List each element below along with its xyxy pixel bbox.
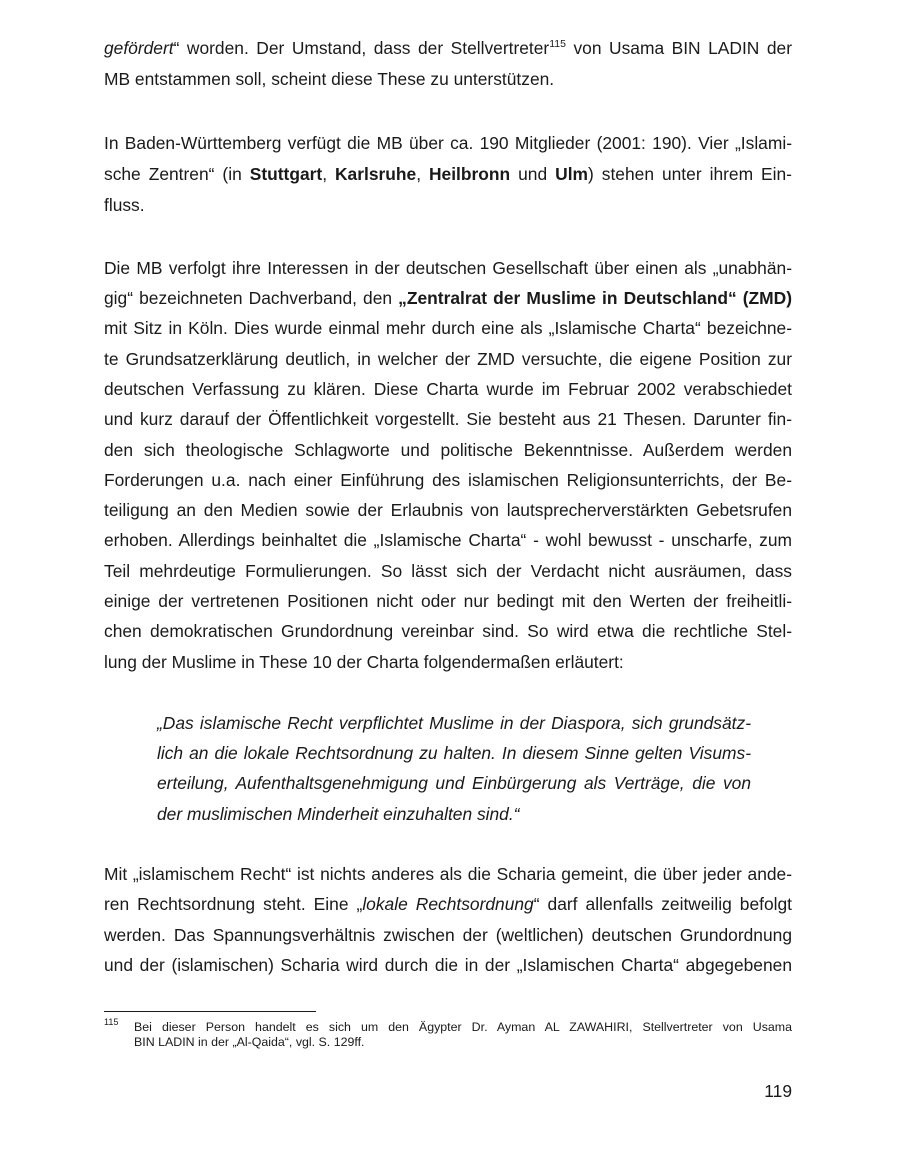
city-karlsruhe: Karlsruhe: [335, 164, 417, 184]
p2-line-3: fluss.: [104, 195, 145, 215]
p2-line-2: sche Zentren“ (in Stuttgart, Karlsruhe, Heilbronn und Ulm) stehen unter ihrem Ein-: [104, 164, 792, 184]
p3-line-6: und kurz darauf der Öffentlichkeit vorgestellt. Sie besteht aus 21 Thesen. Darunter fin-: [104, 409, 792, 429]
p1-line-2: MB entstammen soll, scheint diese These zu unterstützen.: [104, 69, 555, 89]
organization-name: „Zentralrat der Muslime in Deutschland“ (ZMD): [398, 288, 793, 308]
p3-line-8: Forderungen u.a. nach einer Einführung des islamischen Religionsunterrichts, der Be-: [104, 470, 792, 490]
p3-line-9: teiligung an den Medien sowie der Erlaubnis von lautsprecherverstärkten Gebetsrufen: [104, 500, 792, 520]
p4-line-1: Mit „islamischem Recht“ ist nichts anderes als die Scharia gemeint, die über jeder ande-: [104, 864, 792, 884]
p3-line-11: Teil mehrdeutige Formulierungen. So lässt sich der Verdacht nicht ausräumen, dass: [104, 561, 792, 581]
p3-line-5: deutschen Verfassung zu klären. Diese Charta wurde im Februar 2002 verabschiedet: [104, 379, 792, 399]
page-number: 119: [764, 1081, 792, 1101]
p3-line-12: einige der vertretenen Positionen nicht oder nur bedingt mit den Werten der freiheitli-: [104, 591, 792, 611]
footnote-line-1: Bei dieser Person handelt es sich um den Ägypter Dr. Ayman AL ZAWAHIRI, Stellvertreter von Usama: [134, 1020, 792, 1034]
footnote-number: 115: [104, 1017, 119, 1027]
p4-line-4: und der (islamischen) Scharia wird durch die in der „Islamischen Charta“ abgegebenen: [104, 955, 792, 975]
footnote-divider: [104, 1011, 316, 1012]
p3-line-1: Die MB verfolgt ihre Interessen in der deutschen Gesellschaft über einen als „unabhän-: [104, 258, 792, 278]
p3-line-7: den sich theologische Schlagworte und politische Bekenntnisse. Außerdem werden: [104, 440, 792, 460]
p4-line-3: werden. Das Spannungsverhältnis zwischen der (weltlichen) deutschen Grundordnung: [104, 925, 792, 945]
p3-line-10: erhoben. Allerdings beinhaltet die „Islamische Charta“ - wohl bewusst - unscharfe, zum: [104, 530, 792, 550]
footnote-reference[interactable]: 115: [549, 38, 566, 50]
city-stuttgart: Stuttgart: [249, 164, 323, 184]
emphasis-text: gefördert: [104, 38, 174, 58]
p3-line-3: mit Sitz in Köln. Dies wurde einmal mehr durch eine als „Islamische Charta“ bezeichne-: [104, 318, 792, 338]
quote-line-3: erteilung, Aufenthaltsgenehmigung und Einbürgerung als Verträge, die von: [157, 773, 751, 793]
city-ulm: Ulm: [555, 164, 588, 184]
quote-line-2: lich an die lokale Rechtsordnung zu halten. In diesem Sinne gelten Visums-: [157, 743, 751, 763]
footnote-line-2: BIN LADIN in der „Al-Qaida“, vgl. S. 129ff.: [134, 1035, 365, 1049]
p2-line-1: In Baden-Württemberg verfügt die MB über ca. 190 Mitglieder (2001: 190). Vier „Islami-: [104, 133, 792, 153]
emphasis-text: lokale Rechtsordnung: [362, 894, 534, 914]
city-heilbronn: Heilbronn: [429, 164, 511, 184]
p3-line-13: chen demokratischen Grundordnung vereinbar sind. So wird etwa die rechtliche Stel-: [104, 621, 792, 641]
quote-line-4: der muslimischen Minderheit einzuhalten sind.“: [157, 804, 520, 824]
p1-line-1: gefördert“ worden. Der Umstand, dass der Stellvertreter$^{115}$ von Usama BIN LADIN der: [104, 38, 792, 58]
quote-line-1: „Das islamische Recht verpflichtet Muslime in der Diaspora, sich grundsätz-: [157, 713, 751, 733]
p3-line-14: lung der Muslime in These 10 der Charta folgendermaßen erläutert:: [104, 652, 624, 672]
p3-line-2: gig“ bezeichneten Dachverband, den „Zentralrat der Muslime in Deutschland“ (ZMD): [104, 288, 793, 308]
p3-line-4: te Grundsatzerklärung deutlich, in welcher der ZMD versuchte, die eigene Position zur: [104, 349, 792, 369]
p4-line-2: ren Rechtsordnung steht. Eine „lokale Rechtsordnung“ darf allenfalls zeitweilig befolgt: [104, 894, 793, 914]
